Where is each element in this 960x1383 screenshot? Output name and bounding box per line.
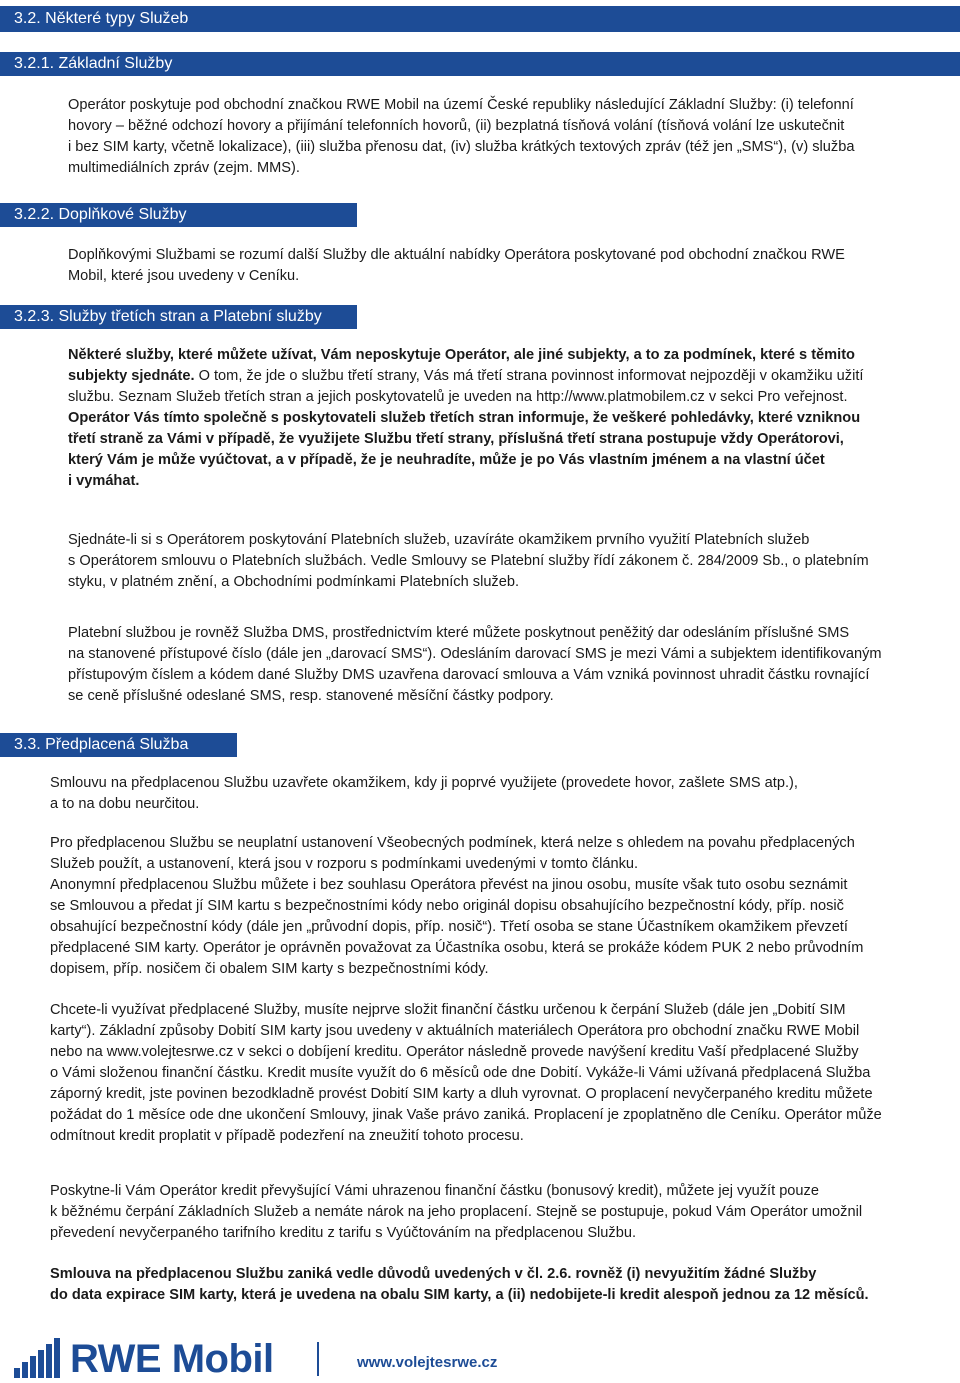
text-line: Služeb použít, a ustanovení, která jsou v rozporu s podmínkami uvedenými v tomto článku. — [50, 856, 639, 872]
footer-divider — [317, 1342, 319, 1376]
text-line — [50, 1285, 945, 1306]
text-line: požádat do 1 měsíce ode dne ukončení Smlouvy, jinak Vaše právo zaniká. Proplacení je zpoplatněno dle Ceníku. Operátor může — [50, 1107, 882, 1123]
heading-text: 3.3. Předplacená Služba — [14, 736, 189, 753]
bold-text: do data expirace SIM karty, která je uvedena na obalu SIM karty, a (ii) nedobijete-li kredit alespoň jednou za 12 měsíců. — [50, 1287, 869, 1303]
paragraph-additional-services — [68, 245, 948, 287]
text-line: Doplňkovými Službami se rozumí další Služby dle aktuální nabídky Operátora poskytované pod obchodní značkou RWE — [68, 247, 845, 263]
text-line: Anonymní předplacenou Službu můžete i bez souhlasu Operátora převést na jinou osobu, musíte však tuto osobu seznámit — [50, 877, 848, 893]
text-line: se Smlouvou a předat jí SIM kartu s bezpečnostními kódy nebo originál dopisu obsahujícího bezpečnostní kódy, příp. nosič — [50, 898, 844, 914]
section-heading-3-2 — [0, 6, 960, 32]
text-line: dopisem, příp. nosičem či obalem SIM karty s bezpečnostními kódy. — [50, 961, 489, 977]
text-line — [68, 450, 948, 471]
paragraph-bonus-credit — [50, 1181, 945, 1244]
paragraph-payment-services — [68, 530, 948, 593]
text-line: se ceně příslušné odeslané SMS, resp. stanovené měsíční částky podpory. — [68, 688, 554, 704]
heading-text: 3.2.1. Základní Služby — [14, 55, 173, 72]
bold-text: Některé služby, které můžete užívat, Vám neposkytuje Operátor, ale jiné subjekty, a to za podmínek, které s těmito — [68, 347, 855, 363]
text-line: převedení nevyčerpaného tarifního kreditu z tarifu s Vyúčtováním na předplacenou Službu. — [50, 1225, 636, 1241]
text-line: karty“). Základní způsoby Dobití SIM karty jsou uvedeny v aktuálních materiálech Operátora pro obchodní značku RWE Mobil — [50, 1023, 860, 1039]
text-line: záporný kredit, jste povinen bezodkladně provést Dobití SIM karty a dluh vyrovnat. O proplacení nevyčerpaného kreditu můžete — [50, 1086, 873, 1102]
text-line: hovory – běžné odchozí hovory a přijímání telefonních hovorů, (ii) bezplatná tísňová volání (tísňová volání lze uskutečnit — [68, 118, 845, 134]
text-line: Sjednáte-li si s Operátorem poskytování Platebních služeb, uzavíráte okamžikem prvního využití Platebních služeb — [68, 532, 810, 548]
paragraph-dms — [68, 623, 948, 707]
plain-text: O tom, že jde o službu třetí strany, Vás má třetí strana povinnost informovat nejpozději v okamžiku užití — [194, 368, 864, 384]
text-line: Pro předplacenou Službu se neuplatní ustanovení Všeobecných podmínek, která nelze s ohledem na povahu předplacených — [50, 835, 855, 851]
text-line: Mobil, které jsou uvedeny v Ceníku. — [68, 268, 300, 284]
text-line: Platební službou je rovněž Služba DMS, prostřednictvím které můžete poskytnout peněžitý dar odesláním příslušné SMS — [68, 625, 850, 641]
text-line: a to na dobu neurčitou. — [50, 796, 200, 812]
text-line: odmítnout kredit proplatit v případě podezření na zneužití tohoto procesu. — [50, 1128, 524, 1144]
paragraph-prepaid-terms — [50, 833, 945, 980]
logo-wordmark: RWE Mobil — [70, 1337, 274, 1381]
rwe-mobil-logo — [14, 1336, 314, 1382]
paragraph-third-party — [68, 345, 948, 492]
text-line: službu. Seznam Služeb třetích stran a jejich poskytovatelů je uveden na http://www.platmobilem.cz v sekci Pro veřejnost. — [68, 389, 848, 405]
text-line: Poskytne-li Vám Operátor kredit převyšující Vámi uhrazenou finanční částku (bonusový kredit), můžete jej využít pouze — [50, 1183, 819, 1199]
footer-website-link[interactable]: www.volejtesrwe.cz — [357, 1354, 498, 1371]
paragraph-prepaid-contract — [50, 773, 945, 815]
bold-text: třetí straně za Vámi v případě, že využijete Službu třetí strany, příslušná třetí strana postupuje vždy Operátorovi, — [68, 431, 844, 447]
text-line — [68, 366, 948, 387]
text-line: Operátor poskytuje pod obchodní značkou RWE Mobil na území České republiky následující Základní Služby: (i) telefonní — [68, 97, 854, 113]
text-line: přístupovým číslem a kódem dané Služby DMS uzavřena darovací smlouva a Vám vzniká povinnost uhradit částku rovnající — [68, 667, 870, 683]
text-line: multimediálních zpráv (zejm. MMS). — [68, 160, 300, 176]
paragraph-basic-services — [68, 95, 948, 179]
paragraph-termination — [50, 1264, 945, 1306]
text-line: k běžnému čerpání Základních Služeb a nemáte nárok na jeho proplacení. Stejně se postupuje, pokud Vám Operátor umožnil — [50, 1204, 863, 1220]
text-line: Smlouvu na předplacenou Službu uzavřete okamžikem, kdy ji poprvé využijete (provedete hovor, zašlete SMS atp.), — [50, 775, 798, 791]
heading-text: 3.2. Některé typy Služeb — [14, 10, 189, 27]
text-line: s Operátorem smlouvu o Platebních službách. Vedle Smlouvy se Platební služby řídí zákonem č. 284/2009 Sb., o platebním — [68, 553, 869, 569]
paragraph-top-up — [50, 1000, 945, 1147]
text-line: styku, v platném znění, a Obchodními podmínkami Platebních služeb. — [68, 574, 520, 590]
heading-text: 3.2.2. Doplňkové Služby — [14, 206, 187, 223]
bold-text: který Vám je může vyúčtovat, a v případě, že je neuhradíte, může je po Vás vlastním jménem a na vlastní účet — [68, 452, 825, 468]
text-line — [50, 1264, 945, 1285]
section-heading-3-2-3 — [0, 305, 357, 329]
bold-text: Operátor Vás tímto společně s poskytovateli služeb třetích stran informuje, že veškeré pohledávky, které vzniknou — [68, 410, 861, 426]
text-line — [68, 429, 948, 450]
text-line — [68, 345, 948, 366]
text-line: obsahující bezpečnostní kódy (dále jen „průvodní dopis, příp. nosič“). Třetí osoba se stane Účastníkem okamžikem převzetí — [50, 919, 848, 935]
text-line — [68, 408, 948, 429]
text-line: Chcete-li využívat předplacené Služby, musíte nejprve složit finanční částku určenou k čerpání Služeb (dále jen „Dobití SIM — [50, 1002, 846, 1018]
text-line: o Vámi složenou finanční částku. Kredit musíte využít do 6 měsíců ode dne Dobití. Vykáže-li Vámi užívaná předplacená Služba — [50, 1065, 871, 1081]
text-line: i bez SIM karty, včetně lokalizace), (iii) služba přenosu dat, (iv) služba krátkých textových zpráv (též jen „SMS“), (v) služba — [68, 139, 855, 155]
section-heading-3-3 — [0, 733, 237, 757]
text-line — [68, 471, 948, 492]
bold-text: Smlouva na předplacenou Službu zaniká vedle důvodů uvedených v čl. 2.6. rovněž (i) nevyužitím žádné Služby — [50, 1266, 817, 1282]
section-heading-3-2-2 — [0, 203, 357, 227]
text-line: nebo na www.volejtesrwe.cz v sekci o dobíjení kreditu. Operátor následně provede navýšení kreditu Vaší předplacené Služby — [50, 1044, 859, 1060]
heading-text: 3.2.3. Služby třetích stran a Platební služby — [14, 308, 322, 325]
text-line: předplacené SIM karty. Operátor je oprávněn považovat za Účastníka osobu, která se prokáže kódem PUK 2 nebo průvodním — [50, 940, 864, 956]
text-line: na stanovené přístupové číslo (dále jen „darovací SMS“). Odesláním darovací SMS je mezi Vámi a subjektem identifikovaným — [68, 646, 882, 662]
bold-text: i vymáhat. — [68, 473, 140, 489]
bold-text: subjekty sjednáte. — [68, 368, 195, 384]
section-heading-3-2-1 — [0, 52, 960, 76]
